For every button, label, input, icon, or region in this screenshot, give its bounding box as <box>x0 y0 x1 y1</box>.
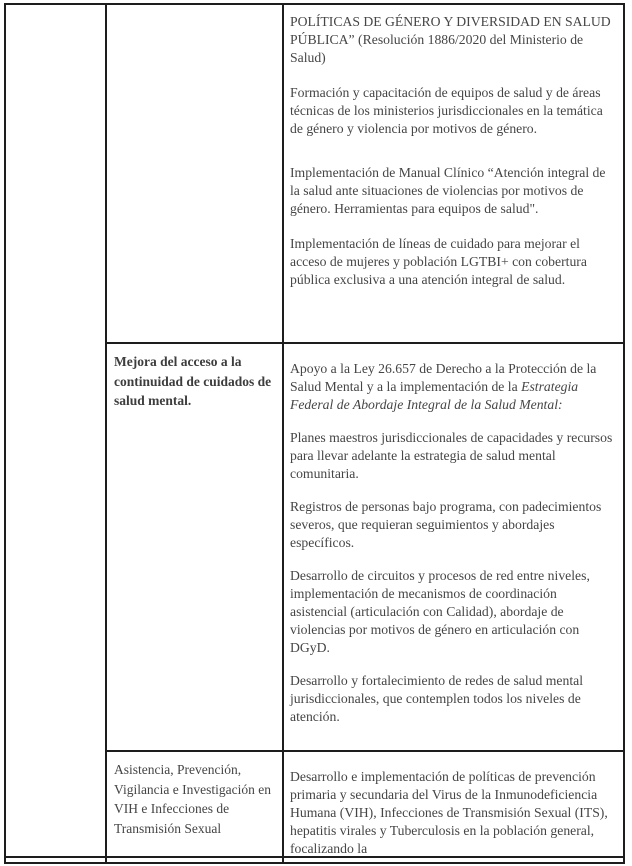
row-header-text: Asistencia, Prevención, Vigilancia e Investigación en VIH e Infecciones de Transmisión Sexual <box>114 762 272 836</box>
policy-table <box>4 3 625 864</box>
paragraph: Desarrollo e implementación de políticas de prevención primaria y secundaria del Virus de la Inmunodeficiencia Humana (VIH), Infecciones de Transmisión Sexual (ITS), hepatitis virales y Tuberculosis en la población general, focalizando la <box>290 769 608 856</box>
paragraph: Desarrollo y fortalecimiento de redes de salud mental jurisdiccionales, que contemplen todos los niveles de atención. <box>290 673 584 724</box>
intro-plain-text: Apoyo a la Ley 26.657 de Derecho a la Protección de la Salud Mental y a la implementación de la <box>290 361 597 394</box>
row-header-cell-genero <box>107 5 284 344</box>
detail-cell-vih <box>284 752 623 858</box>
row-header-text: Mejora del acceso a la continuidad de cuidados de salud mental. <box>114 354 272 408</box>
paragraph: Implementación de líneas de cuidado para mejorar el acceso de mujeres y población LGTBI+ con cobertura pública exclusiva a una atención integral de salud. <box>290 236 587 287</box>
paragraph <box>290 360 617 414</box>
detail-cell-genero <box>284 5 623 344</box>
detail-cell-salud-mental <box>284 344 623 752</box>
paragraph: Desarrollo de circuitos y procesos de red entre niveles, implementación de mecanismos de coordinación asistencial (articulación con Calidad), abordaje de violencias por motivos de género en articulación con DGyD. <box>290 568 590 655</box>
row-header-cell-salud-mental <box>107 344 284 752</box>
row-header-cell-vih <box>107 752 284 858</box>
cutoff-cell <box>107 858 284 862</box>
left-margin-cell <box>6 5 107 858</box>
paragraph: Registros de personas bajo programa, con padecimientos severos, que requieran seguimientos y abordajes específicos. <box>290 499 602 550</box>
paragraph: POLÍTICAS DE GÉNERO Y DIVERSIDAD EN SALUD PÚBLICA” (Resolución 1886/2020 del Ministerio de Salud) <box>290 14 611 65</box>
paragraph: Implementación de Manual Clínico “Atención integral de la salud ante situaciones de violencias por motivos de género. Herramientas para equipos de salud". <box>290 165 606 216</box>
cutoff-cell <box>6 858 107 862</box>
cutoff-cell <box>284 858 623 862</box>
paragraph: Planes maestros jurisdiccionales de capacidades y recursos para llevar adelante la estrategia de salud mental comunitaria. <box>290 430 613 481</box>
paragraph: Formación y capacitación de equipos de salud y de áreas técnicas de los ministerios jurisdiccionales en la temática de género y violencia por motivos de género. <box>290 85 603 136</box>
intro-italic-text: Estrategia Federal de Abordaje Integral de la Salud Mental: <box>290 379 579 412</box>
